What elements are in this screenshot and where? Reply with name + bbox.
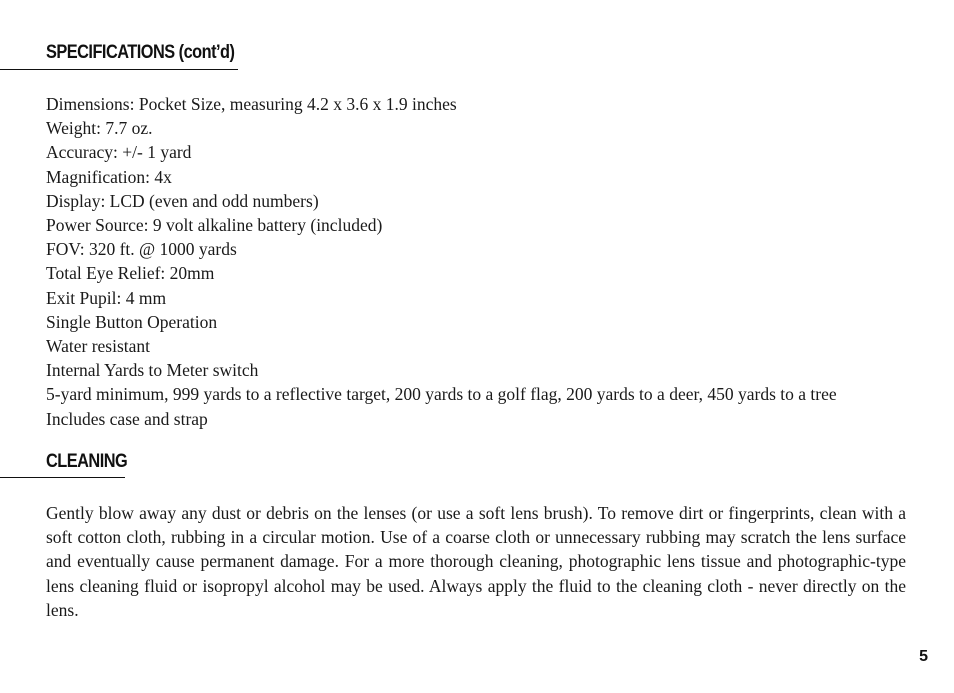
spec-item-exit-pupil: Exit Pupil: 4 mm (46, 287, 167, 308)
spec-item-accuracy: Accuracy: +/- 1 yard (46, 142, 192, 163)
spec-item-single-button: Single Button Operation (46, 311, 218, 332)
page-number: 5 (919, 648, 928, 665)
spec-item-weight: Weight: 7.7 oz. (46, 118, 153, 139)
spec-item-power-source: Power Source: 9 volt alkaline battery (included) (46, 215, 383, 236)
cleaning-heading-rule (0, 477, 125, 478)
cleaning-heading: CLEANING (46, 451, 128, 472)
spec-item-fov: FOV: 320 ft. @ 1000 yards (46, 239, 237, 260)
spec-item-range: 5-yard minimum, 999 yards to a reflective target, 200 yards to a golf flag, 200 yards to a deer, 450 yards to a tree (46, 384, 837, 405)
spec-item-display: Display: LCD (even and odd numbers) (46, 190, 319, 211)
spec-item-water-resistant: Water resistant (46, 336, 151, 357)
specifications-list (46, 92, 837, 431)
spec-item-eye-relief: Total Eye Relief: 20mm (46, 263, 215, 284)
spec-item-dimensions: Dimensions: Pocket Size, measuring 4.2 x 3.6 x 1.9 inches (46, 94, 457, 114)
spec-item-yards-meter-switch: Internal Yards to Meter switch (46, 360, 259, 381)
specifications-heading: SPECIFICATIONS (cont’d) (46, 42, 235, 63)
cleaning-paragraph: Gently blow away any dust or debris on the lenses (or use a soft lens brush). To remove dirt or fingerprints, clean with a soft cotton cloth, rubbing in a circular motion. Use of a coarse cloth or unnecessary rubbing may scratch the lens surface and eventually cause permanent damage. For a more thorough cleaning, photographic lens tissue and photographic-type lens cleaning fluid or isopropyl alcohol may be used. Always apply the fluid to the cleaning cloth - never directly on the lens. (46, 503, 906, 620)
spec-item-case-strap: Includes case and strap (46, 408, 208, 429)
spec-item-magnification: Magnification: 4x (46, 166, 172, 187)
specifications-heading-rule (0, 69, 238, 70)
